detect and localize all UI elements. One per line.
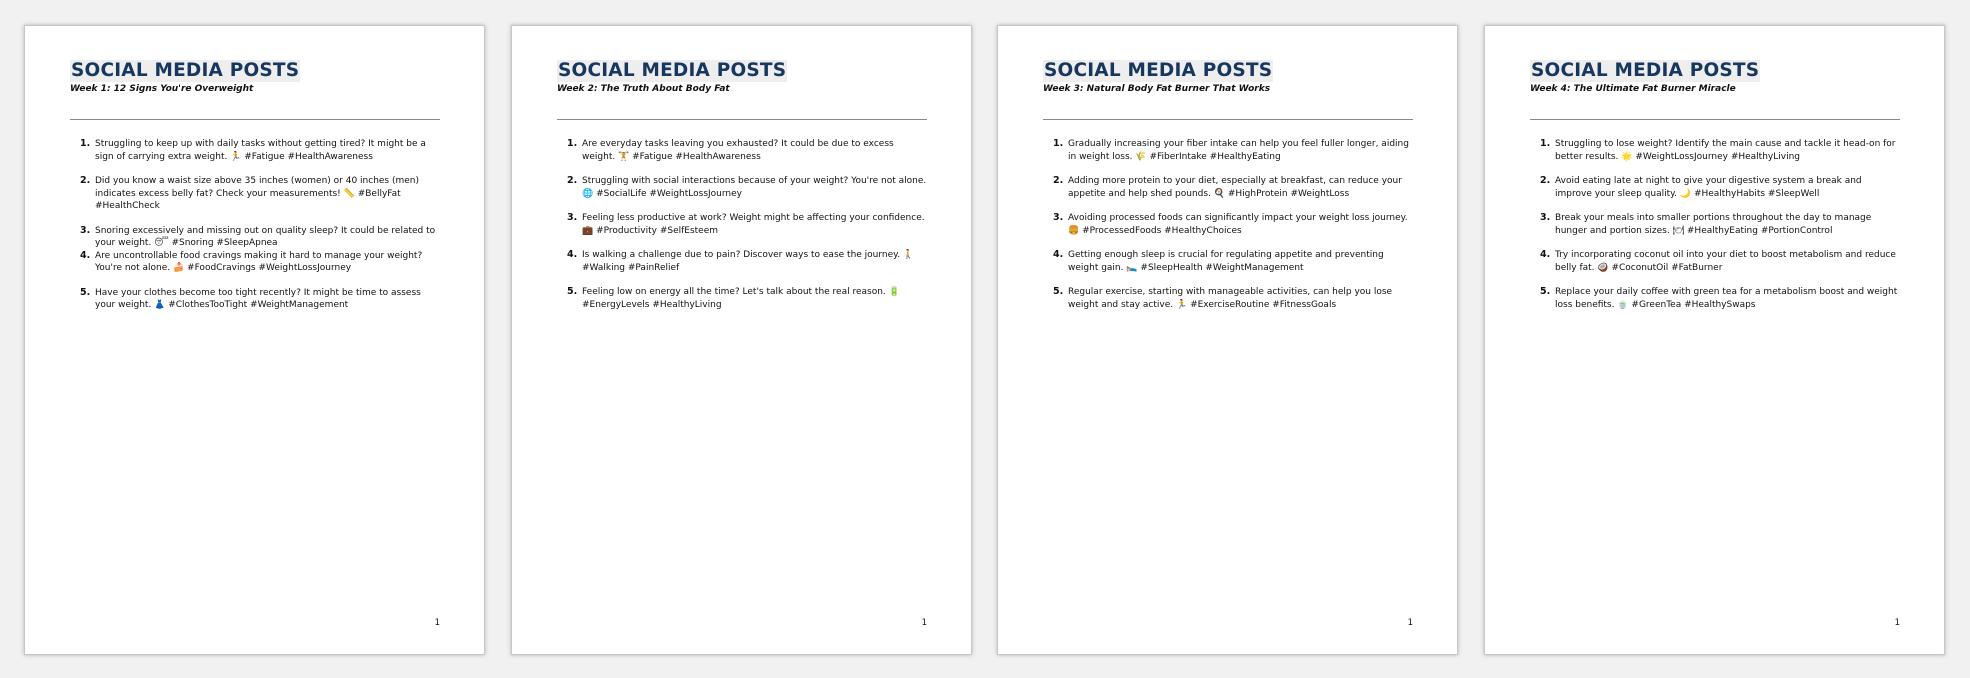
list-item xyxy=(1053,286,1413,311)
post-text: Try incorporating coconut oil into your diet to boost metabolism and reduce belly fat. 🥥 #CoconutOil #FatBurner xyxy=(1555,250,1896,273)
post-text: Regular exercise, starting with manageable activities, can help you lose weight and stay active. 🏃 #ExerciseRoutine #FitnessGoals xyxy=(1068,287,1393,310)
page-number: 1 xyxy=(1407,618,1413,628)
post-text: Feeling less productive at work? Weight might be affecting your confidence. 💼 #Productivity #SelfEsteem xyxy=(582,213,925,236)
list-item xyxy=(1540,249,1900,274)
page-subtitle: Week 4: The Ultimate Fat Burner Miracle xyxy=(1530,84,1736,94)
post-text: Is walking a challenge due to pain? Discover ways to ease the journey. 🚶 #Walking #PainRelief xyxy=(582,250,915,273)
list-number: 1. xyxy=(1053,138,1064,149)
post-text: Struggling to keep up with daily tasks without getting tired? It might be a sign of carrying extra weight. 🏃 #Fatigue #HealthAwareness xyxy=(95,139,426,162)
post-text: Are uncontrollable food cravings making it hard to manage your weight? You're not alone. 🍰 #FoodCravings #WeightLossJourney xyxy=(95,250,423,273)
page-subtitle: Week 2: The Truth About Body Fat xyxy=(557,84,730,94)
post-text: Gradually increasing your fiber intake can help you feel fuller longer, aiding in weight loss. 🌾 #FiberIntake #HealthyEating xyxy=(1068,139,1409,162)
list-item xyxy=(1540,175,1900,200)
post-text: Struggling to lose weight? Identify the main cause and tackle it head-on for better results. 🌟 #WeightLossJourney #HealthyLiving xyxy=(1555,139,1896,162)
list-number: 3. xyxy=(1053,212,1064,223)
list-item xyxy=(80,286,440,312)
document-page-week-4 xyxy=(1484,25,1945,655)
post-text: Adding more protein to your diet, especially at breakfast, can reduce your appetite and help shed pounds. 🍳 #HighProtein #WeightLoss xyxy=(1068,176,1402,199)
list-item xyxy=(1540,286,1900,311)
list-number: 3. xyxy=(80,224,91,236)
post-text: Break your meals into smaller portions throughout the day to manage hunger and portion sizes. 🍽 #HealthyEating #PortionControl xyxy=(1555,213,1872,236)
list-number: 1. xyxy=(80,138,91,149)
list-item xyxy=(567,286,927,311)
list-item xyxy=(1540,212,1900,237)
list-number: 4. xyxy=(1053,249,1064,260)
page-content xyxy=(70,60,440,324)
list-item xyxy=(80,138,440,163)
list-item xyxy=(1053,138,1413,163)
page-number: 1 xyxy=(921,618,927,628)
page-content xyxy=(1043,60,1413,323)
post-text: Feeling low on energy all the time? Let's talk about the real reason. 🔋 #EnergyLevels #HealthyLiving xyxy=(582,287,900,310)
list-item xyxy=(567,175,927,200)
list-item xyxy=(567,212,927,237)
posts-list xyxy=(1043,138,1413,311)
page-number: 1 xyxy=(434,618,440,628)
list-number: 2. xyxy=(567,175,578,186)
page-subtitle: Week 1: 12 Signs You're Overweight xyxy=(70,84,254,94)
post-text: Did you know a waist size above 35 inches (women) or 40 inches (men) indicates excess belly fat? Check your measurements! 📏 #BellyFat #HealthCheck xyxy=(95,176,420,211)
divider xyxy=(1043,119,1413,120)
post-text: Getting enough sleep is crucial for regulating appetite and preventing weight gain. 🛌 #SleepHealth #WeightManagement xyxy=(1068,250,1384,273)
list-number: 5. xyxy=(1540,286,1551,297)
page-title: SOCIAL MEDIA POSTS xyxy=(558,60,787,81)
document-page-week-2 xyxy=(511,25,972,655)
page-title: SOCIAL MEDIA POSTS xyxy=(1044,60,1273,81)
post-text: Avoid eating late at night to give your digestive system a break and improve your sleep quality. 🌙 #HealthyHabits #SleepWell xyxy=(1555,176,1862,199)
list-item xyxy=(1053,212,1413,237)
list-item xyxy=(80,249,440,275)
post-text: Avoiding processed foods can significantly impact your weight loss journey. 🍔 #ProcessedFoods #HealthyChoices xyxy=(1068,213,1408,236)
list-number: 4. xyxy=(1540,249,1551,260)
posts-list xyxy=(557,138,927,311)
posts-list xyxy=(70,138,440,312)
post-text: Struggling with social interactions because of your weight? You're not alone. 🌐 #SocialLife #WeightLossJourney xyxy=(582,176,927,199)
page-content xyxy=(557,60,927,323)
list-number: 1. xyxy=(567,138,578,149)
list-number: 1. xyxy=(1540,138,1551,149)
list-item xyxy=(567,138,927,163)
list-number: 2. xyxy=(1540,175,1551,186)
document-page-week-3 xyxy=(997,25,1458,655)
list-number: 3. xyxy=(1540,212,1551,223)
list-number: 3. xyxy=(567,212,578,223)
list-number: 2. xyxy=(80,175,91,186)
page-title: SOCIAL MEDIA POSTS xyxy=(1531,60,1760,81)
divider xyxy=(1530,119,1900,120)
posts-list xyxy=(1530,138,1900,311)
list-item xyxy=(80,224,440,250)
list-item xyxy=(1540,138,1900,163)
list-number: 2. xyxy=(1053,175,1064,186)
list-item xyxy=(1053,249,1413,274)
post-text: Have your clothes become too tight recently? It might be time to assess your weight. 👗 #ClothesTooTight #WeightManagement xyxy=(95,287,421,310)
page-subtitle: Week 3: Natural Body Fat Burner That Works xyxy=(1043,84,1271,94)
document-page-week-1 xyxy=(24,25,485,655)
post-text: Are everyday tasks leaving you exhausted? It could be due to excess weight. 🏋 #Fatigue #HealthAwareness xyxy=(582,139,894,162)
divider xyxy=(70,119,440,120)
divider xyxy=(557,119,927,120)
page-content xyxy=(1530,60,1900,323)
page-number: 1 xyxy=(1894,618,1900,628)
list-item xyxy=(80,175,440,213)
list-item xyxy=(567,249,927,274)
list-number: 5. xyxy=(567,286,578,297)
list-number: 5. xyxy=(1053,286,1064,297)
post-text: Replace your daily coffee with green tea for a metabolism boost and weight loss benefits. 🍵 #GreenTea #HealthySwaps xyxy=(1555,287,1898,310)
page-title: SOCIAL MEDIA POSTS xyxy=(71,60,300,81)
list-number: 4. xyxy=(567,249,578,260)
list-item xyxy=(1053,175,1413,200)
list-number: 4. xyxy=(80,249,91,261)
list-number: 5. xyxy=(80,286,91,298)
post-text: Snoring excessively and missing out on quality sleep? It could be related to your weight. 😴 #Snoring #SleepApnea xyxy=(95,225,436,248)
